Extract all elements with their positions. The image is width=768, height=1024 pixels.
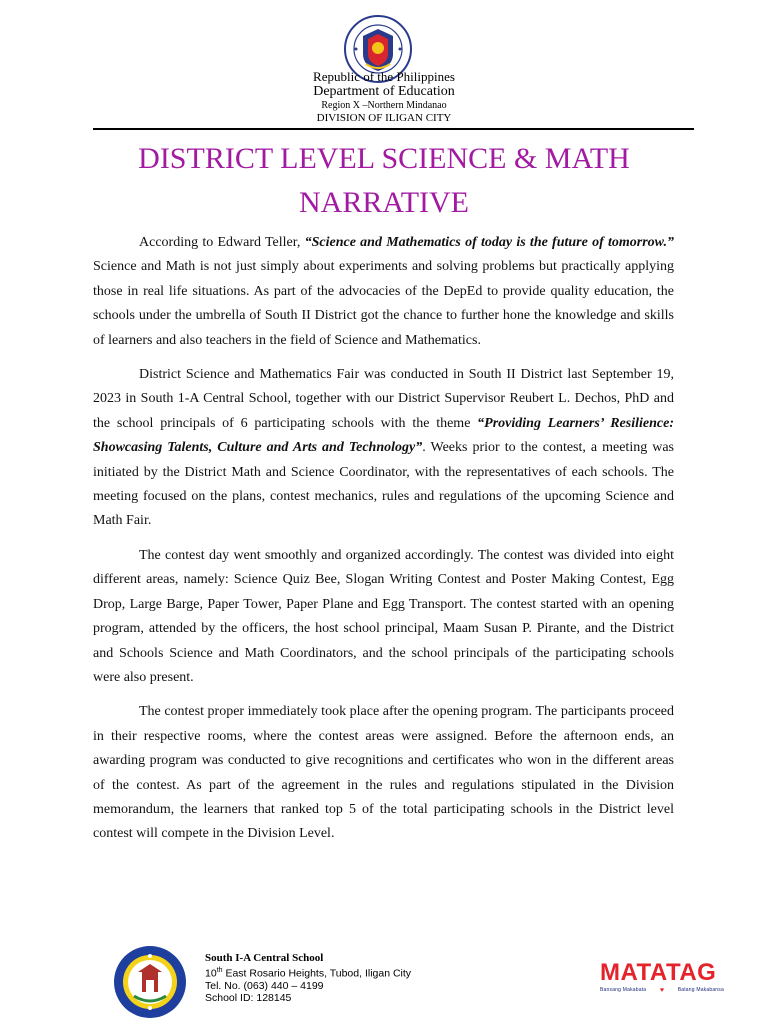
paragraph-4: The contest proper immediately took place after the opening program. The participants proceed in their respective rooms, where the contest areas were assigned. Before the afternoon ends, an awarding program was conducted to give recognitions and certificates who won in the different areas of the contest. As part of the agreement in the rules and regulations stipulated in the Division memorandum, the learners that ranked top 5 of the total participating schools in the District level contest will compete in the Division Level.	[93, 704, 674, 842]
matatag-tagline	[600, 987, 724, 994]
paragraph-2-lead: District Science and Mathematics Fair was conducted in South II District last September 19, 2023 in South 1-A Central School, together with our District Supervisor Reubert L. Dechos, PhD and the school principals of 6 participating schools with the theme	[93, 367, 674, 431]
school-tel: Tel. No. (063) 440 – 4199	[205, 979, 324, 992]
paragraph-1-rest: Science and Math is not just simply about experiments and solving problems but practically applying those in real life situations. As part of the advocacies of the DepEd to provide quality education, the schools under the umbrella of South II District got the chance to further hone the knowledge and skills of learners and also teachers in the field of Science and Mathematics.	[93, 259, 674, 348]
tagline-left: Bansang Makabata	[600, 987, 647, 993]
heart-icon: ♥	[659, 987, 665, 994]
matatag-wordmark: MATATAG	[600, 959, 717, 986]
address-number: 10	[205, 967, 217, 979]
document-title-line2: NARRATIVE	[299, 186, 469, 219]
document-title-line1: DISTRICT LEVEL SCIENCE & MATH	[138, 142, 630, 175]
school-address	[205, 965, 411, 980]
school-seal-logo	[112, 944, 188, 1020]
school-contact-block	[205, 952, 411, 1005]
paragraph-1	[93, 231, 674, 353]
address-rest: East Rosario Heights, Tubod, Iligan City	[222, 967, 412, 979]
paragraph-1-lead: According to Edward Teller,	[139, 235, 305, 250]
school-id: School ID: 128145	[205, 992, 292, 1004]
matatag-logo	[600, 961, 730, 1001]
header-region: Region X –Northern Mindanao	[321, 100, 447, 111]
paragraph-2	[93, 363, 674, 534]
theme-quote: “Providing Learners’ Resilience: Showcasing Talents, Culture and Arts and Technology”	[93, 415, 674, 456]
header-republic: Republic of the Philippines	[313, 69, 455, 84]
paragraph-3: The contest day went smoothly and organized accordingly. The contest was divided into eight different areas, namely: Science Quiz Bee, Slogan Writing Contest and Poster Making Contest, Egg Drop, Large Barge, Paper Tower, Paper Plane and Egg Transport. The contest started with an opening program, attended by the officers, the host school principal, Maam Susan P. Pirante, and the District and Schools Science and Math Coordinators, and the school principals of the participating schools were also present.	[93, 547, 674, 685]
header-department: Department of Education	[313, 84, 455, 99]
header-divider	[93, 128, 694, 130]
address-suffix: th	[216, 966, 223, 974]
header-division: DIVISION OF ILIGAN CITY	[316, 112, 452, 124]
teller-quote: “Science and Mathematics of today is the future of tomorrow.”	[304, 235, 674, 250]
narrative-body	[93, 231, 674, 857]
paragraph-2-rest: . Weeks prior to the contest, a meeting was initiated by the District Math and Science Coordinator, with the representatives of each schools. The meeting focused on the plans, contest mechanics, rules and regulations of the upcoming Science and Math Fair.	[93, 440, 675, 529]
tagline-right: Batang Makabansa	[677, 987, 724, 993]
school-name: South I-A Central School	[205, 952, 324, 964]
